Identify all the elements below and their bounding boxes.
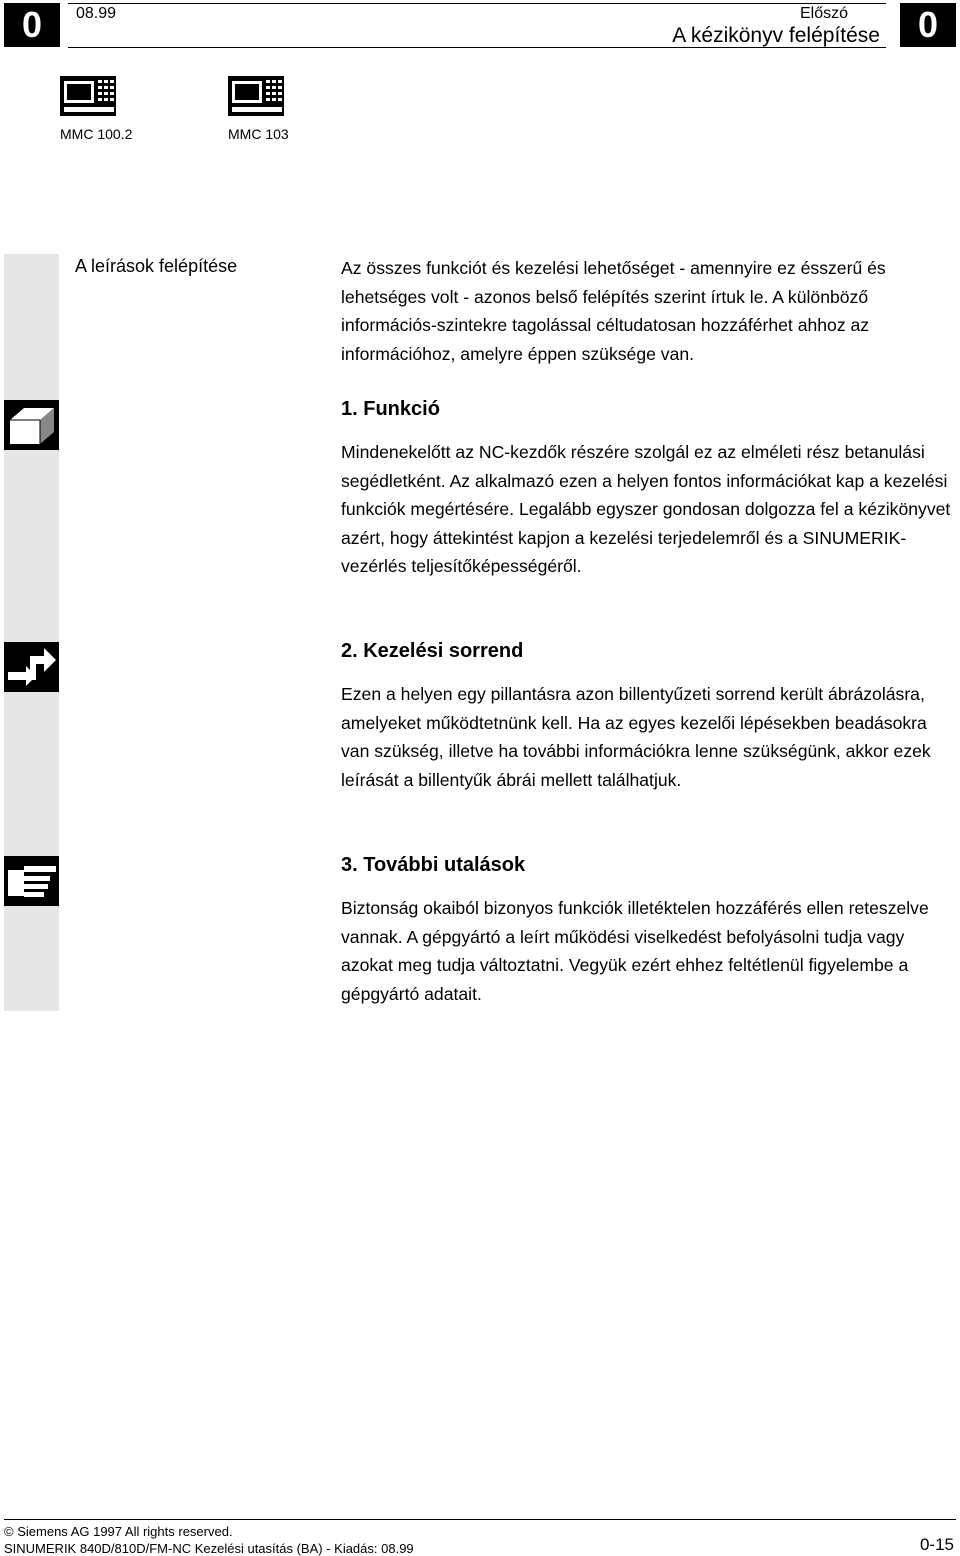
header-top-rule — [68, 3, 886, 4]
chapter-number-right: 0 — [900, 3, 956, 47]
footer-manual-title: SINUMERIK 840D/810D/FM-NC Kezelési utasítás (BA) - Kiadás: 08.99 — [4, 1541, 414, 1556]
copyright-symbol: © — [4, 1524, 14, 1539]
header-section: Előszó — [799, 5, 848, 22]
section-1-paragraph: Mindenekelőtt az NC-kezdők részére szolgál ez az elméleti rész betanulási segédletként. Az alkalmazó ezen a helyen fontos információkat kap a kezelési funkciók megértésére. Legalább egyszer gondosan dolgozza fel a kézikönyvet azért, hogy áttekintést kapjon a kezelési terjedelemről és a SINUMERIK-vezérlés teljesítőképességéről. — [341, 442, 951, 576]
pointing-hand-icon — [4, 856, 59, 906]
mmc-100-2-label: MMC 100.2 — [60, 126, 133, 142]
footer-rule — [4, 1519, 956, 1520]
intro-paragraph: Az összes funkciót és kezelési lehetőséget - amennyire ez ésszerű és lehetséges volt - azonos belső felépítés szerint írtuk le. A különböző információs-szintekre tagolással céltudatosan hozzáférhet ahhoz az információhoz, amelyre éppen szüksége van. — [341, 258, 886, 364]
footer-copyright — [4, 1524, 233, 1539]
chapter-number-left: 0 — [4, 3, 60, 47]
cube-icon — [4, 400, 59, 450]
section-2-heading: 2. Kezelési sorrend — [341, 640, 524, 662]
operating-sequence-arrows-icon — [4, 642, 59, 692]
section-3-paragraph: Biztonság okaiból bizonyos funkciók illetéktelen hozzáférés ellen reteszelve vannak. A gépgyártó a leírt működési viselkedést befolyásolni tudja vagy azokat meg tudja változtatni. Vegyük ezért ehhez feltétlenül figyelembe a gépgyártó adatait. — [341, 898, 929, 1004]
intro-heading: A leírások felépítése — [75, 256, 238, 276]
copyright-text: Siemens AG 1997 All rights reserved. — [17, 1524, 233, 1539]
section-3-heading: 3. További utalások — [341, 854, 526, 876]
mmc-103-label: MMC 103 — [228, 126, 289, 142]
section-1-heading: 1. Funkció — [341, 398, 440, 420]
page-number: 0-15 — [919, 1535, 954, 1554]
mmc-103-panel-icon — [228, 76, 284, 116]
header-title: A kézikönyv felépítése — [672, 24, 880, 47]
section-2-paragraph: Ezen a helyen egy pillantásra azon billentyűzeti sorrend került ábrázolásra, amelyeket működtetnünk kell. Ha az egyes kezelői lépésekben beadásokra van szükség, illetve ha további információkra lenne szükségünk, akkor ezek leírását a billentyűk ábrái mellett találhatjuk. — [341, 684, 931, 790]
header-date: 08.99 — [76, 5, 117, 22]
mmc-100-2-panel-icon — [60, 76, 116, 116]
